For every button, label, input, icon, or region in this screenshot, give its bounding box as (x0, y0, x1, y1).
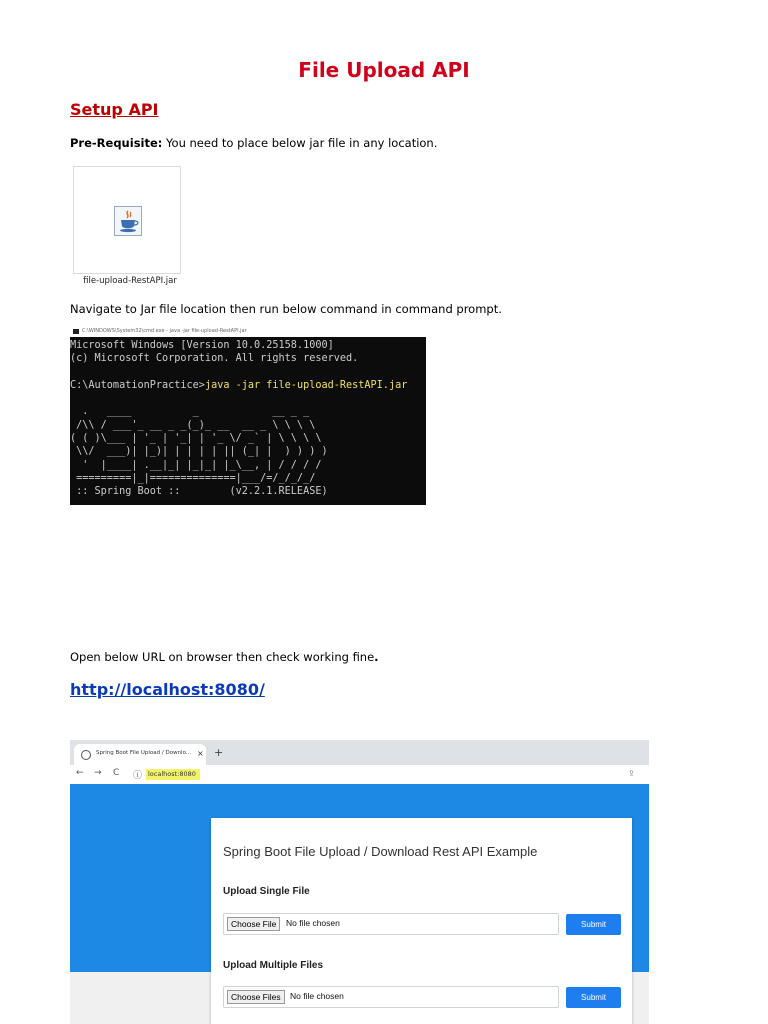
choose-file-button[interactable]: Choose File (227, 917, 280, 931)
cmd-output (70, 339, 426, 499)
upload-card (211, 818, 632, 1024)
navigate-instruction: Navigate to Jar file location then run below command in command prompt. (70, 302, 502, 316)
new-tab-button[interactable]: + (214, 746, 224, 759)
cmd-command-line (70, 379, 426, 392)
tab-title: Spring Boot File Upload / Downlo... (96, 750, 192, 756)
cmd-window-icon (73, 329, 79, 334)
cmd-window-title: C:\WINDOWS\System32\cmd.exe - java -jar file-upload-RestAPI.jar (82, 328, 247, 334)
open-url-instruction (70, 650, 379, 664)
globe-icon (81, 750, 91, 760)
prereq-label: Pre-Requisite: (70, 136, 163, 150)
prereq-paragraph (70, 136, 437, 150)
cmd-prompt: C:\AutomationPractice> (70, 379, 205, 391)
upload-single-heading: Upload Single File (223, 886, 310, 897)
back-arrow-icon[interactable]: ← (76, 768, 84, 778)
cmd-line-version: Microsoft Windows [Version 10.0.25158.1000] (70, 340, 334, 351)
single-submit-button[interactable]: Submit (566, 914, 621, 935)
prereq-text: You need to place below jar file in any location. (162, 136, 438, 150)
open-url-period: . (374, 650, 379, 664)
spring-version-line: :: Spring Boot :: (v2.2.1.RELEASE) (70, 486, 328, 498)
browser-screenshot (70, 740, 649, 1024)
app-heading: Spring Boot File Upload / Download Rest API Example (223, 844, 538, 859)
site-info-icon[interactable]: ⓘ (133, 771, 143, 781)
open-url-text: Open below URL on browser then check working fine (70, 650, 375, 664)
cmd-title-bar (70, 326, 426, 337)
cmd-command: java -jar file-upload-RestAPI.jar (204, 379, 408, 391)
single-file-status: No file chosen (286, 918, 340, 928)
cmd-line-copyright: (c) Microsoft Corporation. All rights reserved. (70, 353, 359, 365)
java-jar-icon (114, 206, 142, 236)
tab-close-icon[interactable]: × (197, 749, 204, 758)
jar-file-label: file-upload-RestAPI.jar (83, 276, 177, 286)
choose-files-button[interactable]: Choose Files (227, 990, 285, 1004)
multiple-submit-button[interactable]: Submit (566, 987, 621, 1008)
share-icon[interactable]: ⇪ (628, 769, 635, 778)
multiple-files-input[interactable] (223, 986, 559, 1008)
browser-tab[interactable] (74, 744, 206, 765)
section-heading: Setup API (70, 100, 159, 119)
single-file-input[interactable] (223, 913, 559, 935)
address-input[interactable]: localhost:8080 (146, 769, 200, 780)
localhost-link[interactable]: http://localhost:8080/ (70, 680, 265, 699)
reload-icon[interactable]: C (113, 768, 120, 778)
spring-banner: . ____ _ __ _ _ /\\ / ___'_ __ _ _(_)_ __ __ _ \ \ \ \ ( ( )\___ | '_ | '_| | '_ \/ _` | \ \ \ \ \\/ ___)| |_)| | | | | || (_| | ) ) ) ) ' |____| .__|_| |_|_| |_\__, | / / / / =========|_|==============|___/=/_/_/_/ (70, 406, 328, 484)
command-prompt-screenshot (70, 326, 426, 505)
upload-multiple-heading: Upload Multiple Files (223, 960, 324, 971)
jar-file-thumbnail (73, 166, 181, 274)
forward-arrow-icon[interactable]: → (94, 768, 102, 778)
multiple-files-status: No file chosen (290, 991, 344, 1001)
page-title: File Upload API (298, 58, 470, 82)
